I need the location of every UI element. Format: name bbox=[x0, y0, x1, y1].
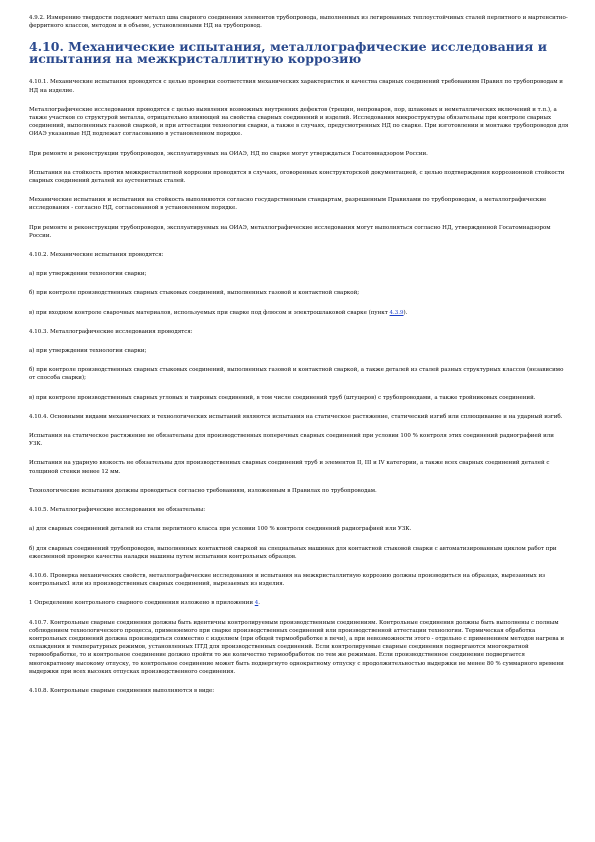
paragraph bbox=[29, 413, 569, 421]
paragraph bbox=[29, 251, 569, 259]
paragraph-text: Испытания на ударную вязкость не обязательны для производственных сварных соединений труб и элементов II, III и IV категории, а также всех сварных соединений деталей с толщиной стенки менее 12 мм. bbox=[29, 460, 550, 475]
paragraph-text-tail: . bbox=[258, 600, 261, 607]
cross-reference-link[interactable]: 4.3.9 bbox=[389, 309, 404, 316]
paragraph-text: 4.10.7. Контрольные сварные соединения должны быть идентичны контролируемым производственным соединениям. Контрольные соединения должны быть выполнены с полным соблюдением технологического процесса, применяемого при сварке производственных соединений или производственной аттестации технологии. Термическая обработка контрольных соединений должна производиться совместно с изделием (при общей термообработке в печи), а при невозможности этого - отдельно с применением методов нагрева и охлаждения и температурных режимов, установленных ПТД для производственных соединений. Если контролируемые сварные соединения подвергаются многократной термообработке, то и контрольное соединение должно пройти то же количество термообработок по тем же режимам. Если производственное соединение подвергается многократному высокому отпуску, то контрольное соединение может быть подвергнуто однократному отпуску с продолжительностью выдержки не менее 80 % суммарного времени выдержки при всех высоких отпусках производственного соединения. bbox=[29, 619, 565, 675]
paragraph-text: Испытания на стойкость против межкристаллитной коррозии проводятся в случаях, оговоренных конструкторской документацией, с целью подтверждения коррозионной стойкости сварных соединений деталей из аустенитных сталей. bbox=[29, 169, 565, 185]
intro-paragraph: 4.9.2. Измерению твердости подлежит металл шва сварного соединения элементов трубопровода, выполненных из легированных теплоустойчивых сталей перлитного и мартенситно-ферритного классов, методом и в объеме, установленными НД на трубопровод. bbox=[29, 15, 568, 30]
paragraph-text: 4.10.3. Металлографические исследования проводятся: bbox=[29, 328, 193, 335]
paragraph-text: Металлографические исследования проводятся с целью выявления возможных внутренних дефектов (трещин, непроваров, пор, шлаковых и неметаллических включений и т.п.), а также участков со структурой металла, отрицательно влияющей на свойства сварных соединений и изделий. Исследования микроструктуры обязательны при контроле сварных соединений, выполненных газовой сваркой, и при аттестации технологии сварки, а также в случаях, предусмотренных НД по сварке. При изготовлении и монтаже трубопроводов для ОИАЭ указанные НД подлежат согласованию в установленном порядке. bbox=[29, 106, 569, 138]
paragraph-text: б) при контроле производственных сварных стыковых соединений, выполненных газовой и контактной сваркой; bbox=[29, 290, 360, 297]
document-body bbox=[29, 14, 569, 706]
paragraph bbox=[29, 196, 569, 212]
paragraph-text: а) при утверждении технологии сварки; bbox=[29, 271, 147, 278]
section-heading: 4.10. Механические испытания, металлографические исследования и испытания на межкристаллитную коррозию bbox=[29, 39, 547, 67]
paragraph bbox=[29, 525, 569, 533]
paragraph bbox=[29, 328, 569, 336]
paragraph bbox=[29, 78, 569, 94]
paragraph-text: в) при контроле производственных сварных угловых и тавровых соединений, в том числе соединений труб (штуцеров) с трубопроводами, а также тройниковых соединений. bbox=[29, 394, 536, 401]
paragraph bbox=[29, 347, 569, 355]
paragraph bbox=[29, 224, 569, 240]
paragraph-text: При ремонте и реконструкции трубопроводов, эксплуатируемых на ОИАЭ, металлографические исследования могут выполняться согласно НД, утвержденной Госатомнадзором России. bbox=[29, 224, 551, 239]
paragraph bbox=[29, 366, 569, 382]
paragraph bbox=[29, 432, 569, 448]
paragraph bbox=[29, 106, 569, 139]
paragraph bbox=[29, 459, 569, 475]
paragraph bbox=[29, 545, 569, 561]
paragraph bbox=[29, 270, 569, 278]
paragraph-text: б) при контроле производственных сварных стыковых соединений, выполненных газовой и контактной сваркой, а также деталей из сталей разных структурных классов (независимо от способа сварки); bbox=[29, 367, 564, 382]
paragraph-text: Технологические испытания должны проводиться согласно требованиям, изложенным в Правилах по трубопроводам. bbox=[29, 487, 377, 494]
paragraph-text: б) для сварных соединений трубопроводов, выполненных контактной сваркой на специальных машинах для контактной стыковой сварки с автоматизированным циклом работ при ежесменной проверке качества наладки машины путем испытания контрольных образцов. bbox=[29, 545, 557, 560]
paragraph bbox=[29, 506, 569, 514]
paragraph-text: 4.10.1. Механические испытания проводятся с целью проверки соответствия механических характеристик и качества сварных соединений требованиям Правил по трубопроводам и НД на изделие. bbox=[29, 79, 563, 94]
cross-reference-link[interactable]: 4 bbox=[254, 600, 259, 607]
paragraph bbox=[29, 169, 569, 185]
paragraph bbox=[29, 289, 569, 297]
paragraph-text: в) при входном контроле сварочных материалов, используемых при сварке под флюсом и электрошлаковой сварке (пункт bbox=[29, 309, 390, 316]
paragraph bbox=[29, 309, 569, 317]
paragraph bbox=[29, 619, 569, 676]
paragraph bbox=[29, 599, 569, 607]
paragraph-text: Механические испытания и испытания на стойкость выполняются согласно государственным стандартам, разрешенным Правилами по трубопроводам, а металлографические исследования - согласно НД, согласованной в установленном порядке. bbox=[29, 197, 547, 212]
paragraph bbox=[29, 394, 569, 402]
paragraph-text: 4.10.2. Механические испытания проводятся: bbox=[29, 252, 164, 259]
paragraph bbox=[29, 487, 569, 495]
paragraph-text: 4.10.8. Контрольные сварные соединения выполняются в виде: bbox=[29, 687, 215, 694]
paragraph bbox=[29, 150, 569, 158]
paragraph-text-tail: ). bbox=[403, 309, 408, 316]
paragraph-text: а) для сварных соединений деталей из стали перлитного класса при условии 100 % контроля соединений радиографией или УЗК. bbox=[29, 526, 412, 533]
paragraph-text: а) при утверждении технологии сварки; bbox=[29, 348, 147, 355]
paragraph-text: 4.10.6. Проверка механических свойств, металлографические исследования и испытания на межкристаллитную коррозию должны производиться на образцах, вырезанных из контрольных1 или из производственных сварных соединений, вырезаемых из изделия. bbox=[29, 572, 546, 588]
paragraph-text: 1 Определение контрольного сварного соединения изложено в приложении bbox=[29, 600, 255, 607]
paragraph-text: При ремонте и реконструкции трубопроводов, эксплуатируемых на ОИАЭ, НД по сварке могут утверждаться Госатомнадзором России. bbox=[29, 150, 428, 157]
paragraph-text: Испытания на статическое растяжение не обязательны для производственных поперечных сварных соединений при условии 100 % контроля этих соединений радиографией или УЗК. bbox=[29, 433, 554, 448]
paragraph-text: 4.10.5. Металлографические исследования не обязательны: bbox=[29, 507, 206, 514]
paragraph-text: 4.10.4. Основными видами механических и технологических испытаний являются испытания на статическое растяжение, статический изгиб или сплющивание и на ударный изгиб. bbox=[29, 413, 563, 420]
paragraph bbox=[29, 687, 569, 695]
paragraph bbox=[29, 572, 569, 588]
paragraph-list bbox=[29, 78, 569, 695]
